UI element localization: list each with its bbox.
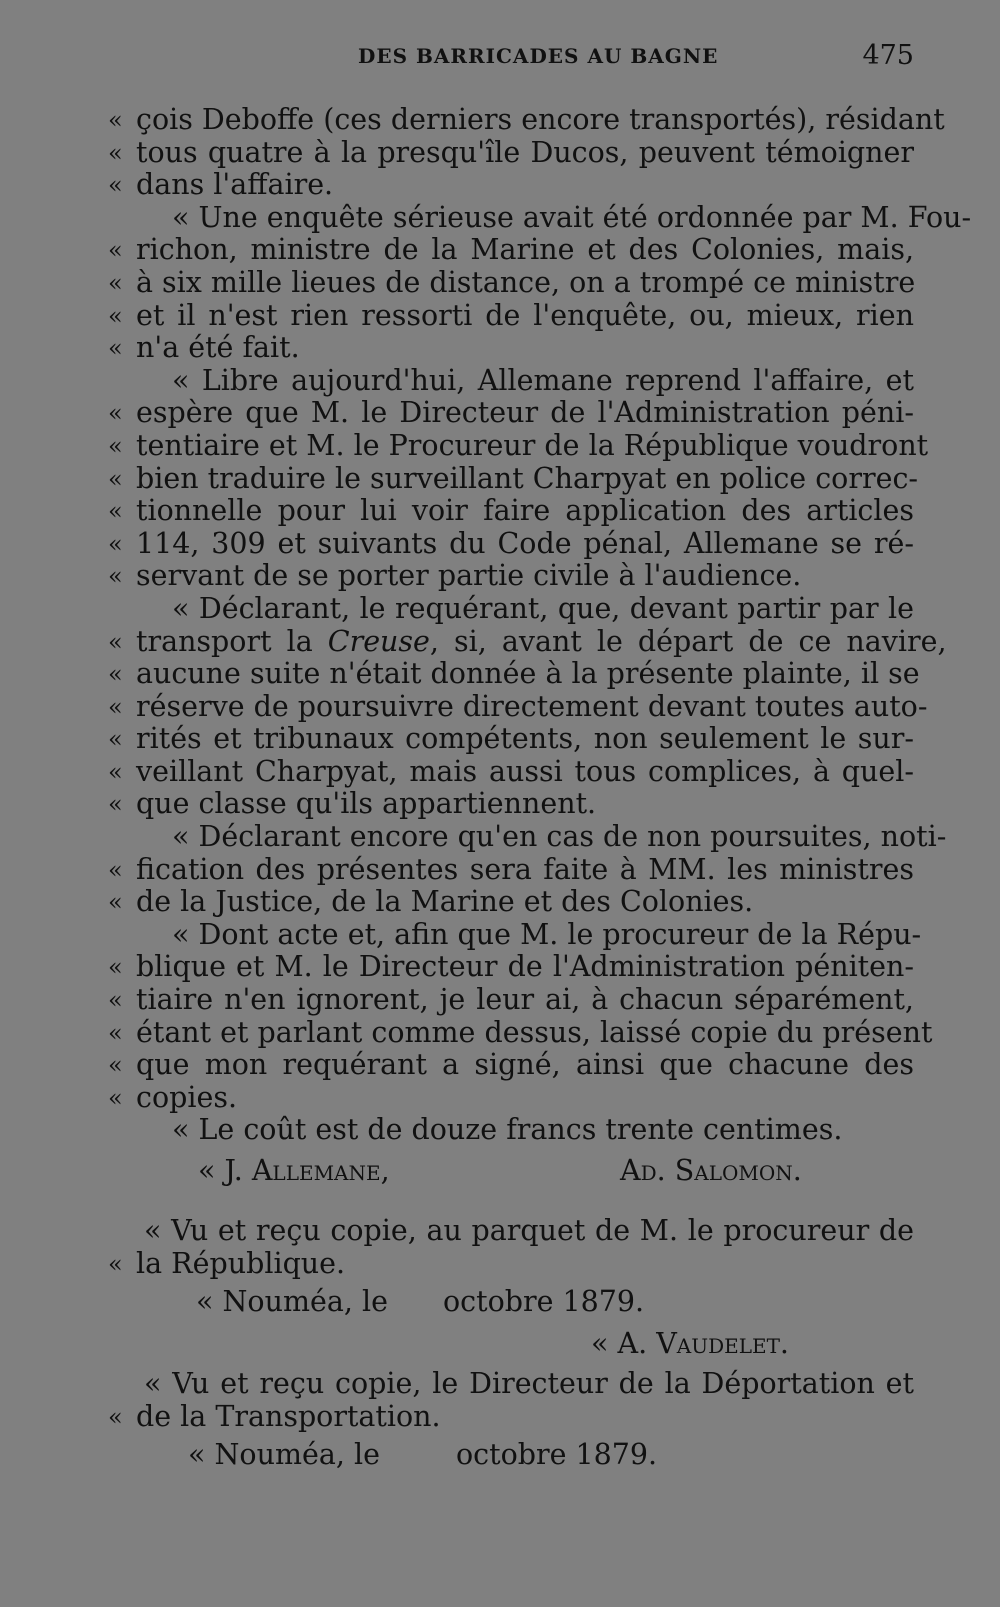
line-text: « Libre aujourd'hui, Allemane reprend l'affaire, et: [172, 363, 914, 397]
text-line: [108, 332, 914, 365]
text-line: [108, 1114, 914, 1147]
line-text: « Déclarant, le requérant, que, devant partir par le: [172, 591, 914, 625]
guillemet-marker: [108, 593, 136, 626]
text-line: [108, 593, 914, 626]
text-line: [108, 528, 914, 561]
guillemet-marker: «: [108, 888, 123, 917]
text-line: [108, 1049, 914, 1082]
text-line: [108, 820, 947, 854]
text-line: [108, 689, 928, 724]
text-line: [108, 984, 914, 1017]
line-text-part: transport la: [136, 624, 328, 658]
guillemet-marker: «: [108, 301, 123, 330]
text-line: [108, 495, 914, 528]
book-page: [108, 0, 972, 1607]
ship-name: Creuse: [327, 624, 430, 658]
receipt1-line1: « Vu et reçu copie, au parquet de M. le procureur de: [144, 1214, 914, 1247]
guillemet-marker: «: [108, 757, 123, 786]
line-text: veillant Charpyat, mais aussi tous complices, à quel-: [136, 754, 914, 788]
receipt2-date-month: octobre 1879.: [456, 1438, 658, 1472]
line-text: étant et parlant comme dessus, laissé copie du présent: [136, 1015, 933, 1049]
guillemet-marker: [108, 365, 136, 398]
signature-line: [108, 1153, 914, 1189]
text-line: [108, 365, 914, 398]
guillemet-marker: [108, 1114, 136, 1147]
signature-allemane: « J. Allemane,: [198, 1154, 390, 1187]
page-header: [108, 40, 914, 80]
guillemet-marker: «: [108, 236, 123, 265]
line-text: n'a été fait.: [136, 331, 300, 365]
receipt1-date: [108, 1284, 914, 1320]
receipt2-date: [108, 1437, 914, 1473]
running-title: DES BARRICADES AU BAGNE: [358, 44, 719, 68]
signature-salomon: Ad. Salomon.: [620, 1154, 802, 1187]
line-text: « Dont acte et, afin que M. le procureur de la Répu-: [172, 917, 922, 951]
text-line: [108, 854, 914, 887]
guillemet-marker: «: [108, 529, 123, 558]
line-text: [136, 626, 947, 659]
text-line: [108, 234, 914, 267]
text-line: [108, 788, 914, 821]
text-line: [108, 200, 972, 235]
line-text: çois Deboffe (ces derniers encore transportés), résidant: [136, 103, 945, 136]
line-text: et il n'est rien ressorti de l'enquête, ou, mieux, rien: [136, 298, 914, 332]
receipt1-signature-line: [108, 1326, 914, 1362]
guillemet-marker: «: [108, 431, 123, 460]
line-text: tiaire n'en ignorent, je leur ai, à chacun séparément,: [136, 983, 914, 1017]
guillemet-marker: «: [108, 399, 123, 428]
line-text: richon, ministre de la Marine et des Colonies, mais,: [136, 233, 914, 267]
text-line: [108, 169, 914, 202]
guillemet-marker: «: [108, 268, 123, 297]
guillemet-marker: «: [108, 497, 123, 526]
line-text: blique et M. le Directeur de l'Administration péniten-: [136, 950, 914, 984]
receipt1-date-place: « Nouméa, le: [196, 1285, 388, 1319]
text-line: [108, 723, 914, 756]
text-line: [108, 397, 914, 430]
guillemet-marker: «: [108, 1018, 123, 1047]
text-line: [108, 300, 914, 333]
line-text: « Déclarant encore qu'en cas de non poursuites, noti-: [172, 820, 947, 854]
guillemet-marker: «: [108, 725, 123, 754]
line-text: servant de se porter partie civile à l'audience.: [136, 559, 802, 593]
page-body: [108, 103, 972, 1473]
line-text: à six mille lieues de distance, on a trompé ce ministre: [136, 265, 916, 299]
text-line: [108, 886, 914, 919]
guillemet-marker: «: [108, 855, 123, 884]
guillemet-marker: «: [108, 953, 123, 982]
receipt2-line2: « de la Transportation.: [108, 1399, 441, 1433]
text-line: [108, 624, 947, 659]
guillemet-marker: «: [108, 986, 123, 1015]
guillemet-marker: «: [108, 1083, 123, 1112]
guillemet-marker: «: [108, 790, 123, 819]
line-text: tionnelle pour lui voir faire application des articles: [136, 494, 914, 528]
text-line: [108, 951, 914, 984]
line-text: rités et tribunaux compétents, non seulement le sur-: [136, 722, 914, 756]
line-text: tentiaire et M. le Procureur de la République voudront: [136, 428, 929, 462]
text-line: [108, 267, 914, 300]
guillemet-marker: «: [108, 171, 123, 200]
receipt1-line2: « la République.: [108, 1246, 346, 1280]
text-line: [108, 756, 914, 789]
signature-vaudelet: « A. Vaudelet.: [591, 1327, 789, 1361]
line-text: bien traduire le surveillant Charpyat en police correc-: [136, 461, 919, 495]
guillemet-marker: «: [108, 692, 123, 721]
receipt2-date-place: « Nouméa, le: [188, 1438, 380, 1472]
guillemet-marker: «: [108, 627, 123, 656]
text-line: [108, 137, 914, 170]
line-text: tous quatre à la presqu'île Ducos, peuvent témoigner: [136, 135, 914, 169]
line-text: 114, 309 et suivants du Code pénal, Allemane se ré-: [136, 526, 914, 560]
line-text: espère que M. le Directeur de l'Administration péni-: [136, 396, 914, 430]
guillemet-marker: «: [108, 1051, 123, 1080]
line-text: que mon requérant a signé, ainsi que chacune des: [136, 1048, 914, 1082]
guillemet-marker: «: [108, 562, 123, 591]
guillemet-marker: [108, 821, 136, 854]
line-text: dans l'affaire.: [136, 168, 334, 202]
receipt2-line1: « Vu et reçu copie, le Directeur de la Déportation et: [144, 1367, 914, 1401]
line-text: réserve de poursuivre directement devant toutes auto-: [136, 689, 928, 723]
receipt1-date-month: octobre 1879.: [443, 1285, 645, 1319]
guillemet-marker: «: [108, 464, 123, 493]
line-text: copies.: [136, 1080, 238, 1114]
text-line: [108, 1082, 914, 1115]
line-text: « Une enquête sérieuse avait été ordonnée par M. Fou-: [172, 200, 972, 234]
guillemet-marker: «: [108, 138, 123, 167]
line-text: fication des présentes sera faite à MM. les ministres: [136, 852, 914, 886]
guillemet-marker: «: [108, 660, 123, 689]
text-lines: [108, 103, 972, 1147]
text-line: [108, 657, 920, 691]
text-line: [108, 461, 919, 496]
text-line: [108, 560, 914, 593]
line-text-part: , si, avant le départ de ce navire,: [429, 624, 947, 658]
text-line: [108, 103, 945, 137]
page-number: 475: [862, 40, 914, 71]
line-text: de la Justice, de la Marine et des Colonies.: [136, 885, 754, 919]
line-text: aucune suite n'était donnée à la présente plainte, il se: [136, 657, 920, 691]
line-text: « Le coût est de douze francs trente centimes.: [172, 1113, 843, 1147]
line-text: que classe qu'ils appartiennent.: [136, 787, 597, 821]
text-line: [108, 917, 922, 952]
text-line: [108, 428, 929, 463]
guillemet-marker: «: [108, 334, 123, 363]
guillemet-marker: [108, 919, 136, 952]
guillemet-marker: [108, 202, 136, 235]
text-line: [108, 1015, 933, 1050]
guillemet-marker: «: [108, 106, 123, 134]
